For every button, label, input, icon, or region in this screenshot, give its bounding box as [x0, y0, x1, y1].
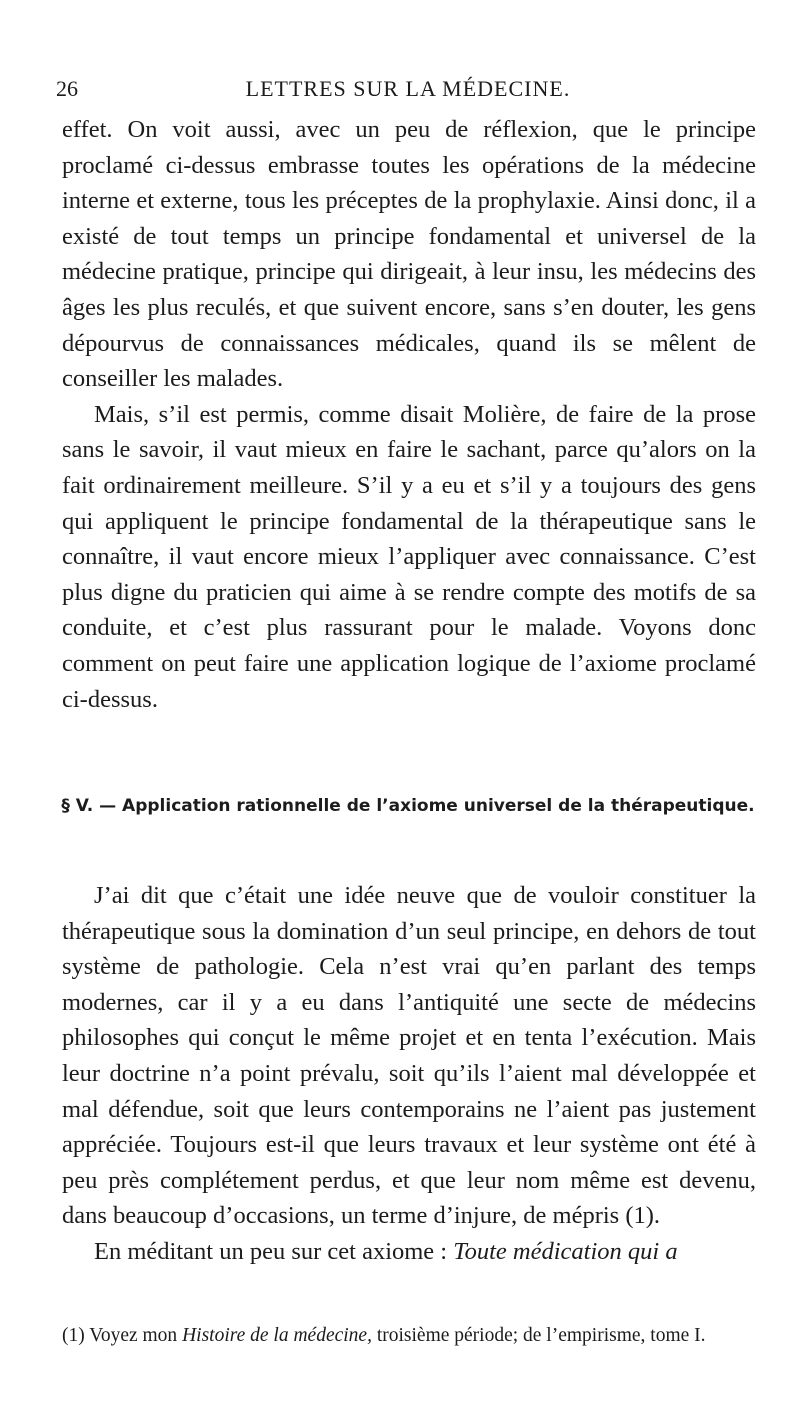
section-heading: § V. — Application rationnelle de l’axiome universel de la thérapeutique. — [61, 796, 755, 816]
paragraph-moliere: Mais, s’il est permis, comme disait Molière, de faire de la prose sans le savoir, il vaut mieux en faire le sachant, parce qu’alors on la fait ordinairement meilleure. S’il y a eu et s’il y a toujours des gens qui appliquent le principe fondamental de la thérapeutique sans le connaître, il vaut encore mieux l’appliquer avec connaissance. C’est plus digne du praticien qui aime à se rendre compte des motifs de sa conduite, et c’est plus rassurant pour le malade. Voyons donc comment on peut faire une application logique de l’axiome proclamé ci-dessus. — [62, 400, 756, 713]
footnote — [62, 1322, 756, 1349]
body-text-upper — [62, 112, 756, 717]
paragraph-meditant-italic: Toute médication qui a — [453, 1237, 678, 1265]
footnote-before: (1) Voyez mon — [62, 1325, 183, 1346]
page-header — [56, 76, 760, 106]
book-page — [56, 0, 760, 1408]
running-title: LETTRES SUR LA MÉDECINE. — [245, 76, 571, 101]
paragraph-continuation: effet. On voit aussi, avec un peu de réflexion, que le principe proclamé ci-dessus embrasse toutes les opérations de la médecine interne et externe, tous les préceptes de la prophylaxie. Ainsi donc, il a existé de tout temps un principe fondamental et universel de la médecine pratique, principe qui dirigeait, à leur insu, les médecins des âges les plus reculés, et que suivent encore, sans s’en douter, les gens dépourvus de connaissances médicales, quand ils se mêlent de conseiller les malades. — [62, 116, 756, 393]
page-number: 26 — [56, 76, 78, 101]
footnote-after: troisième période; de l’empirisme, tome I. — [371, 1325, 706, 1346]
footnote-book-title: Histoire de la médecine, — [182, 1325, 372, 1346]
paragraph-meditant-text: En méditant un peu sur cet axiome : — [94, 1237, 454, 1265]
paragraph-idee-neuve: J’ai dit que c’était une idée neuve que de vouloir constituer la thérapeutique sous la domination d’un seul principe, en dehors de tout système de pathologie. Cela n’est vrai qu’en parlant des temps modernes, car il y a eu dans l’antiquité une secte de médecins philosophes qui conçut le même projet et en tenta l’exécution. Mais leur doctrine n’a point prévalu, soit qu’ils l’aient mal développée et mal défendue, soit que leurs contemporains ne l’aient pas justement appréciée. Toujours est-il que leurs travaux et leur système ont été à peu près complétement perdus, et que leur nom même est devenu, dans beaucoup d’occasions, un terme d’injure, de mépris (1). — [62, 882, 756, 1230]
paragraph-meditant — [62, 1234, 756, 1270]
body-text-lower — [62, 878, 756, 1270]
